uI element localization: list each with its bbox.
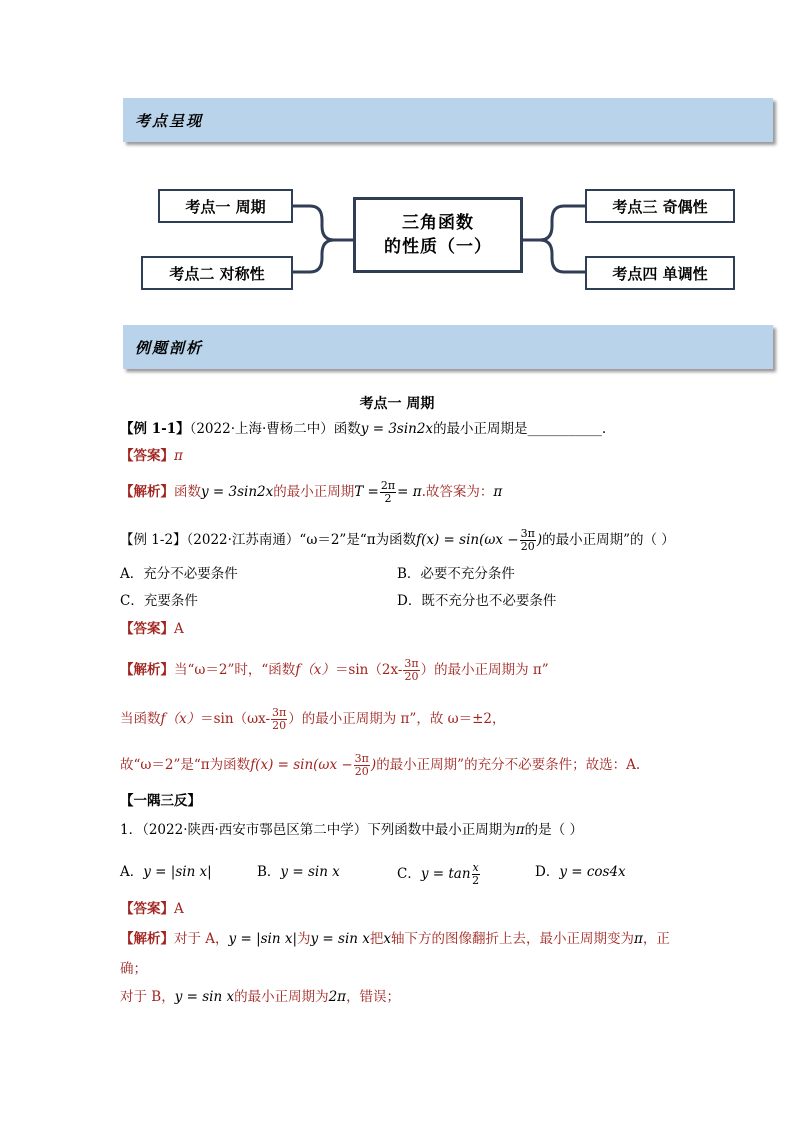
- analysis-text: 的最小正周期为: [234, 989, 329, 1005]
- question-text: 的是（ ）: [524, 822, 583, 838]
- formula: x: [383, 931, 392, 947]
- node-label: 考点二 对称性: [169, 264, 265, 283]
- formula: T =: [354, 484, 379, 500]
- analysis-text: ，正: [642, 931, 670, 947]
- mindmap-node-monotonicity: [585, 256, 735, 290]
- node-label: 考点一 周期: [185, 197, 266, 216]
- option-text: A．充分不必要条件: [120, 566, 238, 582]
- denominator: 20: [404, 670, 419, 683]
- analysis-text: 对于 A，: [174, 931, 229, 947]
- answer-blank: ___________.: [527, 421, 607, 437]
- formula: f(x) = sin(ωx −: [416, 532, 519, 548]
- section-banner-examples: [123, 325, 773, 369]
- example-1-2-question: [120, 528, 675, 553]
- denominator: 2: [384, 492, 392, 505]
- example-tag: 【例 1-2】: [120, 532, 187, 548]
- center-line: 的性质（一）: [384, 237, 492, 257]
- formula: y = |sin x|: [143, 864, 212, 880]
- formula: y = sin x: [174, 989, 235, 1005]
- option-text: D．既不充分也不必要条件: [397, 593, 557, 609]
- numerator: x: [472, 861, 479, 874]
- answer-label: 【答案】: [120, 621, 174, 637]
- formula: y = 3sin2x: [201, 484, 274, 500]
- banner-title: 例题剖析: [135, 339, 204, 357]
- fraction: [380, 480, 396, 505]
- option-b: [397, 564, 515, 584]
- practice-option-a: [120, 862, 212, 882]
- practice-option-c: [397, 862, 481, 887]
- option-a: [120, 564, 238, 584]
- example-1-1-answer: [120, 446, 183, 466]
- practice-title: 【一隅三反】: [120, 793, 201, 809]
- node-label: 考点四 单调性: [612, 264, 708, 283]
- formula: ): [370, 757, 377, 773]
- fraction: [520, 528, 536, 553]
- analysis-label: 【解析】: [120, 662, 174, 678]
- analysis-text: ＝sin（ωx-: [200, 711, 271, 727]
- practice-option-b: [257, 862, 340, 882]
- option-text: C．充要条件: [120, 593, 198, 609]
- option-text: B．必要不充分条件: [397, 566, 515, 582]
- analysis-text: 把: [369, 931, 384, 947]
- formula: 2π: [328, 989, 347, 1005]
- example-1-2-analysis-line3: [120, 753, 640, 778]
- formula: y = sin x: [280, 864, 340, 880]
- numerator: 3π: [404, 657, 419, 670]
- option-label: A．: [120, 864, 144, 880]
- analysis-text: ）的最小正周期为 π”，故 ω＝±2，: [288, 711, 506, 727]
- analysis-text: 为: [297, 931, 311, 947]
- numerator: 2π: [380, 479, 396, 492]
- example-1-2-analysis-line1: [120, 658, 549, 683]
- mindmap-node-parity: [585, 189, 735, 223]
- analysis-label: 【解析】: [120, 931, 174, 947]
- analysis-text: ＝sin（2x-: [334, 662, 403, 678]
- answer-value: π: [174, 448, 183, 464]
- practice-analysis-line1: [120, 929, 670, 949]
- formula: π: [634, 931, 643, 947]
- formula: y = cos4x: [559, 864, 626, 880]
- example-1-2-answer: [120, 619, 184, 639]
- mindmap-node-symmetry: [141, 256, 293, 290]
- practice-option-d: [535, 862, 626, 882]
- numerator: 3π: [520, 527, 535, 540]
- analysis-text: 故“ω＝2”是“π为函数: [120, 757, 251, 773]
- answer-value: A: [174, 901, 184, 917]
- numerator: 3π: [272, 706, 287, 719]
- analysis-text: .故答案为：: [421, 484, 494, 500]
- numerator: 3π: [354, 752, 369, 765]
- option-label: C．: [397, 866, 421, 882]
- analysis-text: 对于 B，: [120, 989, 175, 1005]
- question-text: （2022·上海·曹杨二中）函数: [189, 421, 361, 437]
- question-text: 1．（2022·陕西·西安市鄠邑区第二中学）下列函数中最小正周期为: [120, 822, 516, 838]
- analysis-label: 【解析】: [120, 484, 174, 500]
- example-tag: 【例 1-1】: [120, 421, 190, 437]
- formula: = π: [397, 484, 422, 500]
- fraction: [472, 862, 480, 887]
- center-line: 三角函数: [402, 213, 474, 233]
- banner-title: 考点呈现: [135, 112, 204, 130]
- question-text: （2022·江苏南通）“ω＝2”是“π为函数: [186, 532, 417, 548]
- analysis-text: ）的最小正周期为 π”: [420, 662, 549, 678]
- node-label: 考点三 奇偶性: [612, 197, 708, 216]
- practice-answer: [120, 899, 184, 919]
- practice-analysis-line2: 确；: [120, 961, 147, 977]
- analysis-text: 的最小正周期: [273, 484, 355, 500]
- formula: π: [493, 484, 503, 500]
- analysis-text: 当函数: [120, 711, 161, 727]
- mindmap-node-period: [158, 189, 293, 223]
- question-text: 的最小正周期是: [433, 421, 528, 437]
- denominator: 2: [472, 874, 480, 887]
- option-label: D．: [535, 864, 560, 880]
- answer-value: A: [174, 621, 184, 637]
- option-label: B．: [257, 864, 281, 880]
- fraction: [271, 707, 287, 732]
- section-title: 考点一 周期: [359, 396, 435, 412]
- mindmap-center-node: [353, 197, 523, 273]
- formula: f(x) = sin(ωx −: [250, 757, 353, 773]
- formula: f（x）: [160, 711, 201, 727]
- example-1-1-analysis: [120, 480, 502, 505]
- practice-analysis-line3: [120, 987, 400, 1007]
- formula: y = sin x: [310, 931, 370, 947]
- analysis-text: 的最小正周期”的充分不必要条件；故选：A.: [376, 757, 641, 773]
- analysis-text: 轴下方的图像翻折上去，最小正周期变为: [391, 931, 635, 947]
- example-1-2-analysis-line2: [120, 707, 506, 732]
- formula: y = 3sin2x: [360, 421, 434, 437]
- answer-label: 【答案】: [120, 901, 174, 917]
- option-c: [120, 591, 198, 611]
- practice-question-1: [120, 820, 583, 840]
- option-d: [397, 591, 556, 611]
- formula: y = tan: [420, 866, 471, 882]
- formula: ): [536, 532, 543, 548]
- fraction: [354, 753, 370, 778]
- denominator: 20: [354, 765, 369, 778]
- question-text: 的最小正周期”的（ ）: [542, 532, 675, 548]
- analysis-text: ，错误；: [346, 989, 401, 1005]
- answer-label: 【答案】: [120, 448, 174, 464]
- analysis-text: 当“ω＝2”时，“函数: [174, 662, 296, 678]
- denominator: 20: [520, 540, 535, 553]
- formula: π: [515, 822, 525, 838]
- formula: y = |sin x|: [228, 931, 298, 947]
- analysis-text: 函数: [174, 484, 201, 500]
- example-1-1-question: [120, 419, 606, 439]
- fraction: [403, 658, 419, 683]
- denominator: 20: [272, 719, 287, 732]
- formula: f（x）: [295, 662, 335, 678]
